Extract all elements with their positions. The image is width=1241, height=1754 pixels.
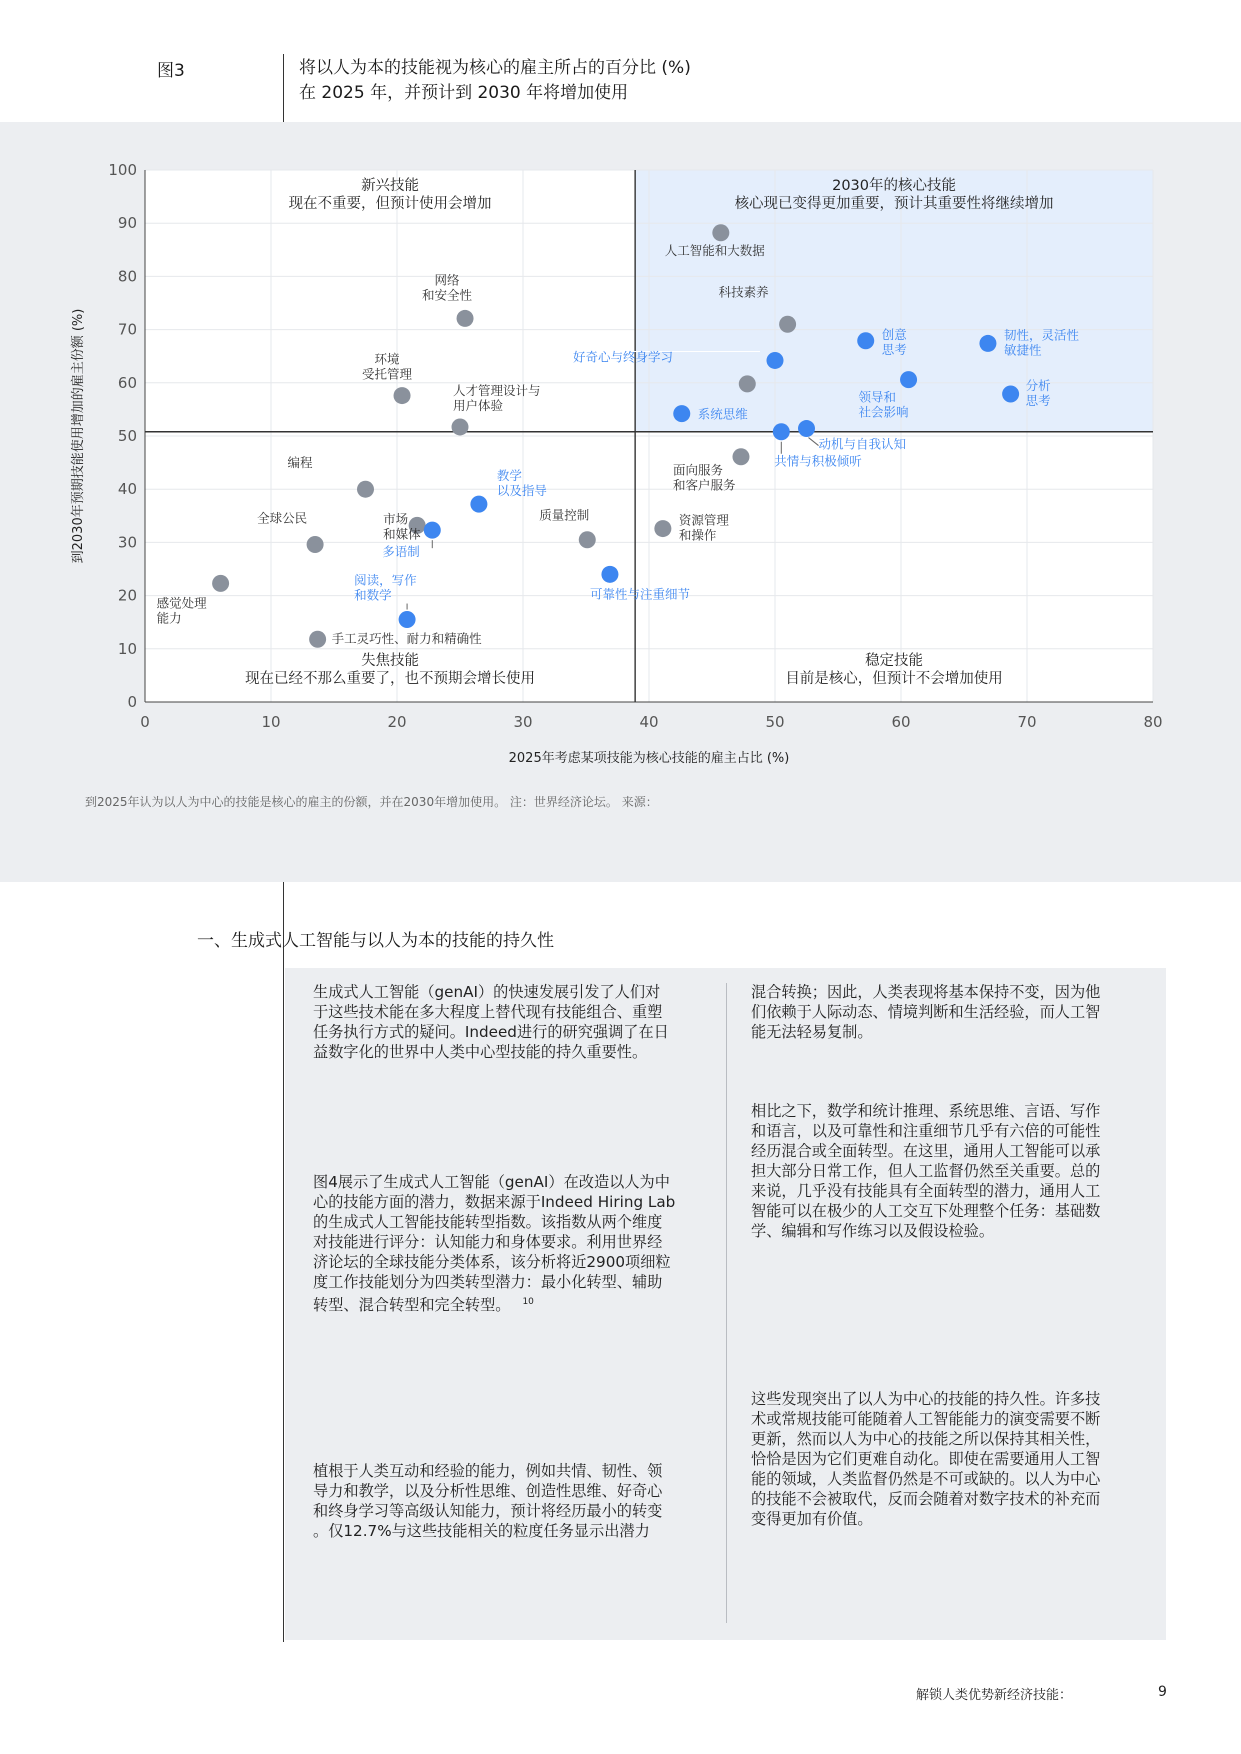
y-tick-label: 80 xyxy=(117,267,137,286)
point-label: 和操作 xyxy=(678,527,717,543)
paragraph-right-1: 混合转换；因此，人类表现将基本保持不变，因为他 们依赖于人际动态、情境判断和生活经验，而人工智 能无法轻易复制。 xyxy=(751,983,1101,1041)
point-label: 思考 xyxy=(1025,392,1051,408)
data-point xyxy=(601,566,618,583)
data-point xyxy=(307,536,324,553)
data-point xyxy=(424,522,441,539)
x-tick-label: 50 xyxy=(765,713,785,731)
data-point xyxy=(470,496,487,513)
section-divider xyxy=(283,882,284,1642)
paragraph-right-3: 这些发现突出了以人为中心的技能的持久性。许多技 术或常规技能可能随着人工智能能力的演变需要不断 更新，然而以人为中心的技能之所以保持其相关性， 恰恰是因为它们更难自动化。即使在需要通用人工智 能的领域，人类监督仍然是不可或缺的。以人为中心 的技能不会被取代，反而会随着对数字技术的补充而 变得更加有价值。 xyxy=(751,1390,1101,1528)
footnote-ref: 10 xyxy=(522,1297,534,1307)
point-label: 韧性，灵活性 xyxy=(1003,327,1079,343)
quadrant-title: 2030年的核心技能 xyxy=(832,178,957,194)
title-divider xyxy=(283,54,284,122)
point-label: 和客户服务 xyxy=(672,477,736,493)
point-label: 能力 xyxy=(156,610,182,626)
data-point xyxy=(579,531,596,548)
footer-text: 解锁人类优势新经济技能： xyxy=(915,1688,1072,1703)
data-point xyxy=(739,375,756,392)
data-point xyxy=(767,352,784,369)
y-tick-label: 90 xyxy=(117,214,137,233)
y-tick-label: 60 xyxy=(117,373,137,392)
chart-panel xyxy=(0,122,1241,882)
point-label: 社会影响 xyxy=(858,404,909,420)
x-tick-label: 80 xyxy=(1143,713,1163,731)
point-label: 动机与自我认知 xyxy=(818,436,907,452)
point-label: 敏捷性 xyxy=(1003,342,1042,358)
data-point xyxy=(773,423,790,440)
figure-title-line1: 将以人为本的技能视为核心的雇主所占的百分比 (%) xyxy=(299,58,691,78)
y-tick-label: 20 xyxy=(117,586,137,605)
point-label: 和媒体 xyxy=(383,526,421,542)
point-label: 和安全性 xyxy=(422,287,473,303)
data-point xyxy=(654,520,671,537)
quadrant-subtitle: 目前是核心，但预计不会增加使用 xyxy=(785,671,1003,687)
x-tick-label: 20 xyxy=(387,713,407,731)
data-point xyxy=(452,418,469,435)
point-label: 环境 xyxy=(374,351,400,367)
point-label: 以及指导 xyxy=(496,483,547,499)
y-tick-label: 100 xyxy=(108,161,137,179)
paragraph-left-3: 植根于人类互动和经验的能力，例如共情、韧性、领 导力和教学，以及分析性思维、创造性思维、好奇心 和终身学习等高级认知能力，预计将经历最小的转变 。仅12.7%与这些技能相关的粒度任务显示出潜力 xyxy=(313,1462,663,1540)
point-label: 人才管理设计与 xyxy=(453,382,541,398)
data-point xyxy=(857,332,874,349)
quadrant-title: 失焦技能 xyxy=(361,653,420,669)
point-label: 全球公民 xyxy=(257,510,308,526)
section-heading: 一、生成式人工智能与以人为本的技能的持久性 xyxy=(197,931,554,951)
point-label: 人工智能和大数据 xyxy=(664,242,765,258)
point-label: 资源管理 xyxy=(678,512,729,528)
data-point xyxy=(399,611,416,628)
figure-title xyxy=(299,56,691,106)
point-label: 多语制 xyxy=(382,544,420,560)
data-point xyxy=(979,335,996,352)
point-label: 好奇心与终身学习 xyxy=(572,349,673,365)
point-label: 市场 xyxy=(383,511,409,527)
quadrant-subtitle: 现在已经不那么重要了，也不预期会增长使用 xyxy=(245,671,536,687)
paragraph-left-2: 图4展示了生成式人工智能（genAI）在改造以人为中 心的技能方面的潜力，数据来源于Indeed Hiring Lab 的生成式人工智能技能转型指数。该指数从两个维度 对技能进行评分：认知能力和身体要求。利用世界经 济论坛的全球技能分类体系，该分析将近2900项细粒 度工作技能划分为四类转型潜力：最小化转型、辅助 转型、混合转型和完全转型。 $^{10}$ xyxy=(313,1173,676,1315)
paragraph-left-1: 生成式人工智能（genAI）的快速发展引发了人们对 于这些技术能在多大程度上替代现有技能组合、重塑 任务执行方式的疑问。Indeed进行的研究强调了在日 益数字化的世界中人类中心型技能的持久重要性。 xyxy=(313,983,669,1061)
point-label: 阅读，写作 xyxy=(354,572,417,588)
point-label: 质量控制 xyxy=(539,507,590,523)
point-label: 科技素养 xyxy=(718,284,769,300)
data-point xyxy=(732,448,749,465)
point-label: 受托管理 xyxy=(362,366,413,382)
data-point xyxy=(779,316,796,333)
y-tick-label: 70 xyxy=(117,320,137,339)
quadrant-title: 稳定技能 xyxy=(865,653,924,669)
data-point xyxy=(1002,385,1019,402)
paragraph-right-2: 相比之下，数学和统计推理、系统思维、言语、写作 和语言，以及可靠性和注重细节几乎有六倍的可能性 经历混合或全面转型。在这里，通用人工智能可以承 担大部分日常工作，但人工监督仍然至关重要。总的 来说，几乎没有技能具有全面转型的潜力，通用人工 智能可以在极少的人工交互下处理整个任务：基础数 学、编辑和写作练习以及假设检验。 xyxy=(751,1102,1101,1240)
page-number: 9 xyxy=(1158,1684,1167,1700)
data-point xyxy=(798,420,815,437)
point-label: 创意 xyxy=(881,326,907,342)
figure-title-line2: 在 2025 年，并预计到 2030 年将增加使用 xyxy=(299,83,629,103)
point-label: 分析 xyxy=(1025,377,1051,393)
point-label: 共情与积极倾听 xyxy=(774,453,862,469)
x-tick-label: 10 xyxy=(261,713,281,731)
point-label: 和数学 xyxy=(354,587,392,603)
x-tick-label: 70 xyxy=(1017,713,1037,731)
chart-note: 到2025年认为以人为中心的技能是核心的雇主的份额，并在2030年增加使用。 注：世界经济论坛。 来源： xyxy=(85,795,658,809)
y-tick-label: 40 xyxy=(117,480,137,499)
figure-label: 图3 xyxy=(157,61,185,81)
quadrant-title: 新兴技能 xyxy=(361,178,420,194)
y-tick-label: 0 xyxy=(127,693,137,711)
point-label: 手工灵巧性、耐力和精确性 xyxy=(331,631,482,647)
x-tick-label: 0 xyxy=(140,713,150,731)
y-tick-label: 30 xyxy=(117,533,137,552)
point-label: 感觉处理 xyxy=(156,595,207,611)
column-divider xyxy=(726,983,727,1623)
point-label: 可靠性与注重细节 xyxy=(589,586,690,602)
point-label: 网络 xyxy=(434,272,460,288)
point-label: 系统思维 xyxy=(697,406,748,422)
data-point xyxy=(712,224,729,241)
point-label: 编程 xyxy=(287,455,313,471)
point-label: 面向服务 xyxy=(672,462,723,478)
data-point xyxy=(900,371,917,388)
data-point xyxy=(673,405,690,422)
data-point xyxy=(394,387,411,404)
point-label: 教学 xyxy=(496,468,522,484)
point-label: 领导和 xyxy=(858,389,897,405)
data-point xyxy=(309,631,326,648)
y-tick-label: 10 xyxy=(117,639,137,658)
quadrant-subtitle: 核心现已变得更加重要，预计其重要性将继续增加 xyxy=(734,196,1054,212)
x-tick-label: 60 xyxy=(891,713,911,731)
x-tick-label: 40 xyxy=(639,713,659,731)
x-axis-title: 2025年考虑某项技能为核心技能的雇主占比 (%) xyxy=(508,751,790,766)
point-label: 思考 xyxy=(881,341,907,357)
scatter-chart xyxy=(0,122,1241,882)
quadrant-subtitle: 现在不重要，但预计使用会增加 xyxy=(288,196,492,212)
point-label: 用户体验 xyxy=(453,397,504,413)
data-point xyxy=(357,481,374,498)
x-tick-label: 30 xyxy=(513,713,533,731)
y-tick-label: 50 xyxy=(117,427,137,445)
y-axis-title: 到2030年预期技能使用增加的雇主份额 (%) xyxy=(71,308,86,564)
data-point xyxy=(212,575,229,592)
data-point xyxy=(457,310,474,327)
